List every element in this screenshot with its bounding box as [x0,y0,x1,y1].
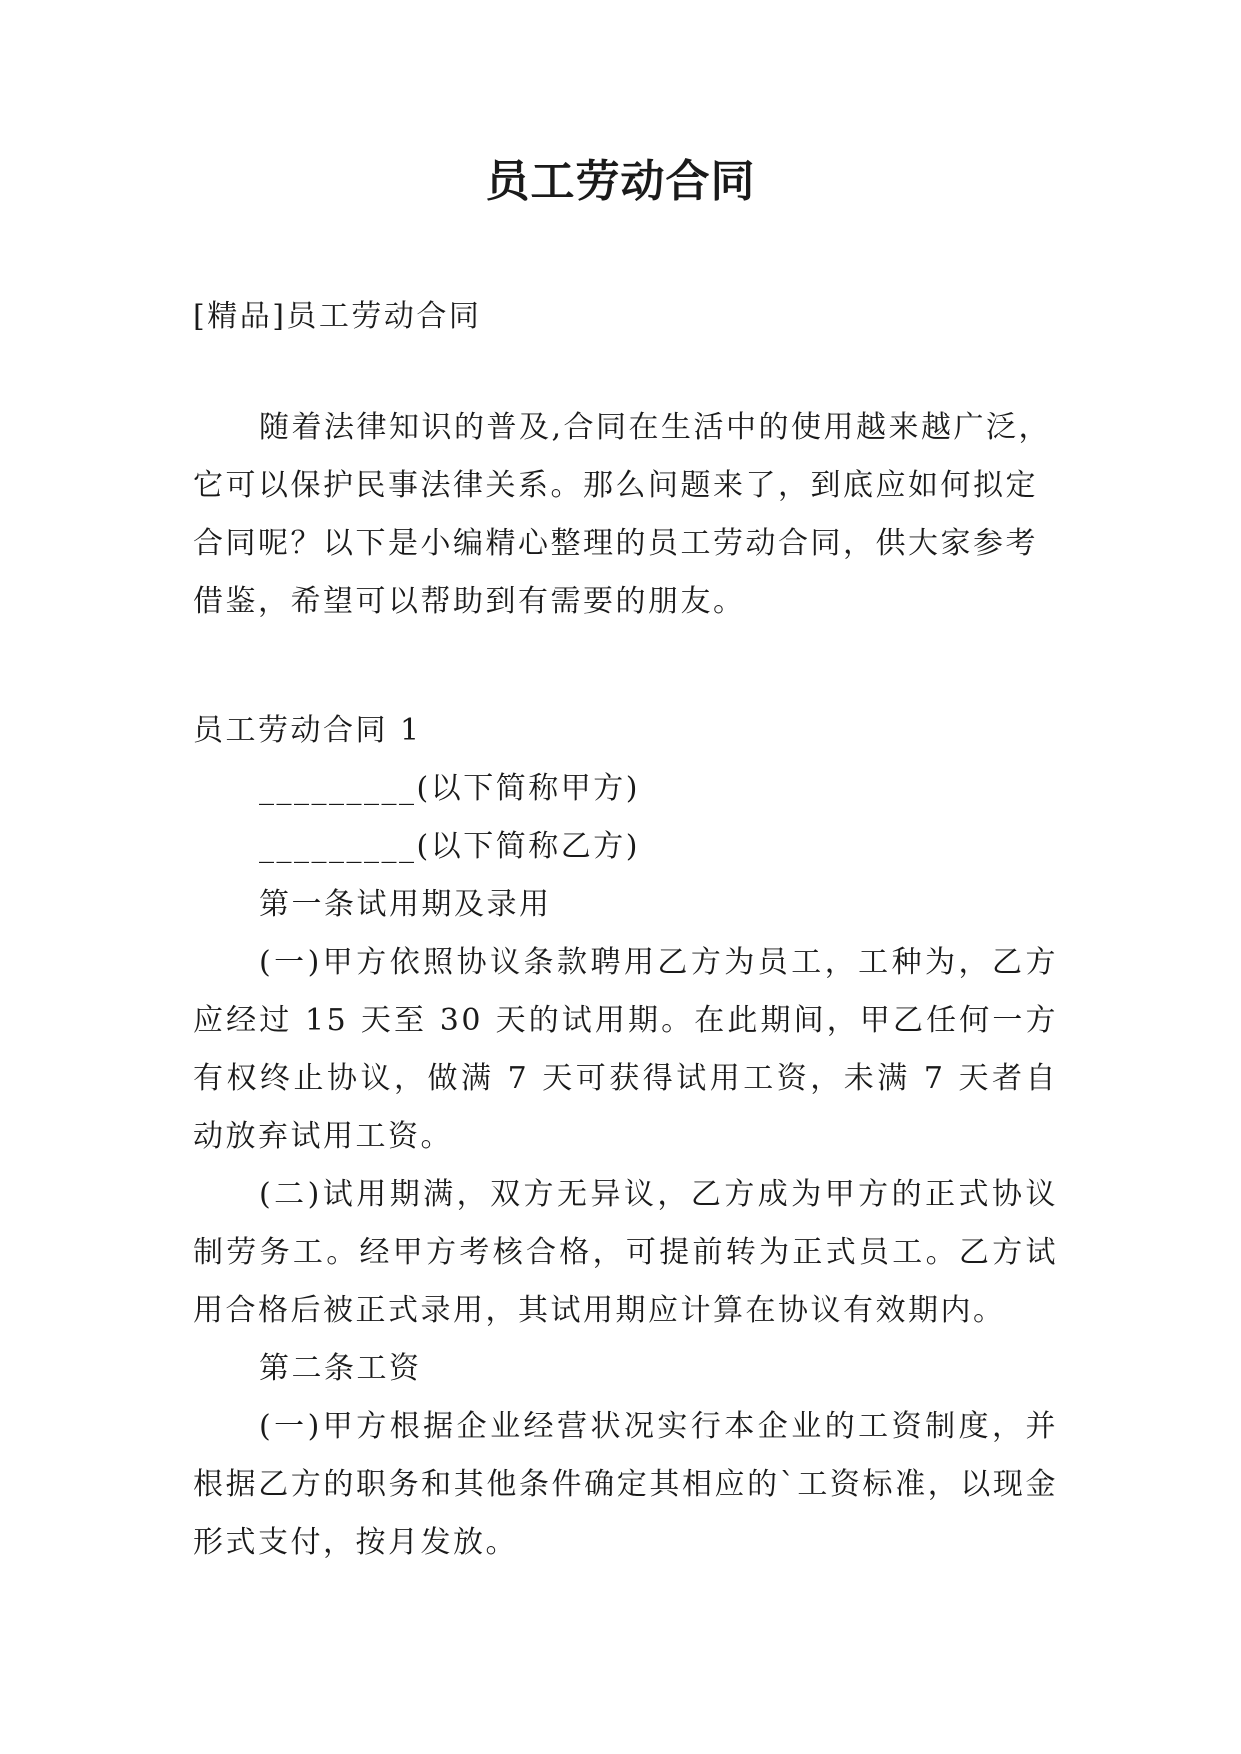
party-b-line: _________(以下简称乙方) [259,829,640,864]
document-title: 员工劳动合同 [485,156,756,207]
document-subtitle: [精品]员工劳动合同 [193,299,482,334]
party-a-line: _________(以下简称甲方) [259,771,640,806]
article-1-title: 第一条试用期及录用 [259,887,552,922]
section-heading: 员工劳动合同 1 [193,713,422,748]
article-1-clause-2: (二)试用期满，双方无异议，乙方成为甲方的正式协议制劳务工。经甲方考核合格，可提前转为正式员工。乙方试用合格后被正式录用，其试用期应计算在协议有效期内。 [193,1177,1058,1328]
article-2-title: 第二条工资 [259,1351,422,1386]
article-1-clause-1: (一)甲方依照协议条款聘用乙方为员工，工种为，乙方应经过 15 天至 30 天的试用期。在此期间，甲乙任何一方有权终止协议，做满 7 天可获得试用工资，未满 7 天者自动放弃试用工资。 [193,945,1058,1154]
article-2-clause-1: (一)甲方根据企业经营状况实行本企业的工资制度，并根据乙方的职务和其他条件确定其相应的`工资标准，以现金形式支付，按月发放。 [193,1409,1058,1560]
contract-section [193,702,1058,1572]
intro-paragraph: 随着法律知识的普及,合同在生活中的使用越来越广泛，它可以保护民事法律关系。那么问题来了，到底应如何拟定合同呢？以下是小编精心整理的员工劳动合同，供大家参考借鉴，希望可以帮助到有需要的朋友。 [193,410,1052,619]
